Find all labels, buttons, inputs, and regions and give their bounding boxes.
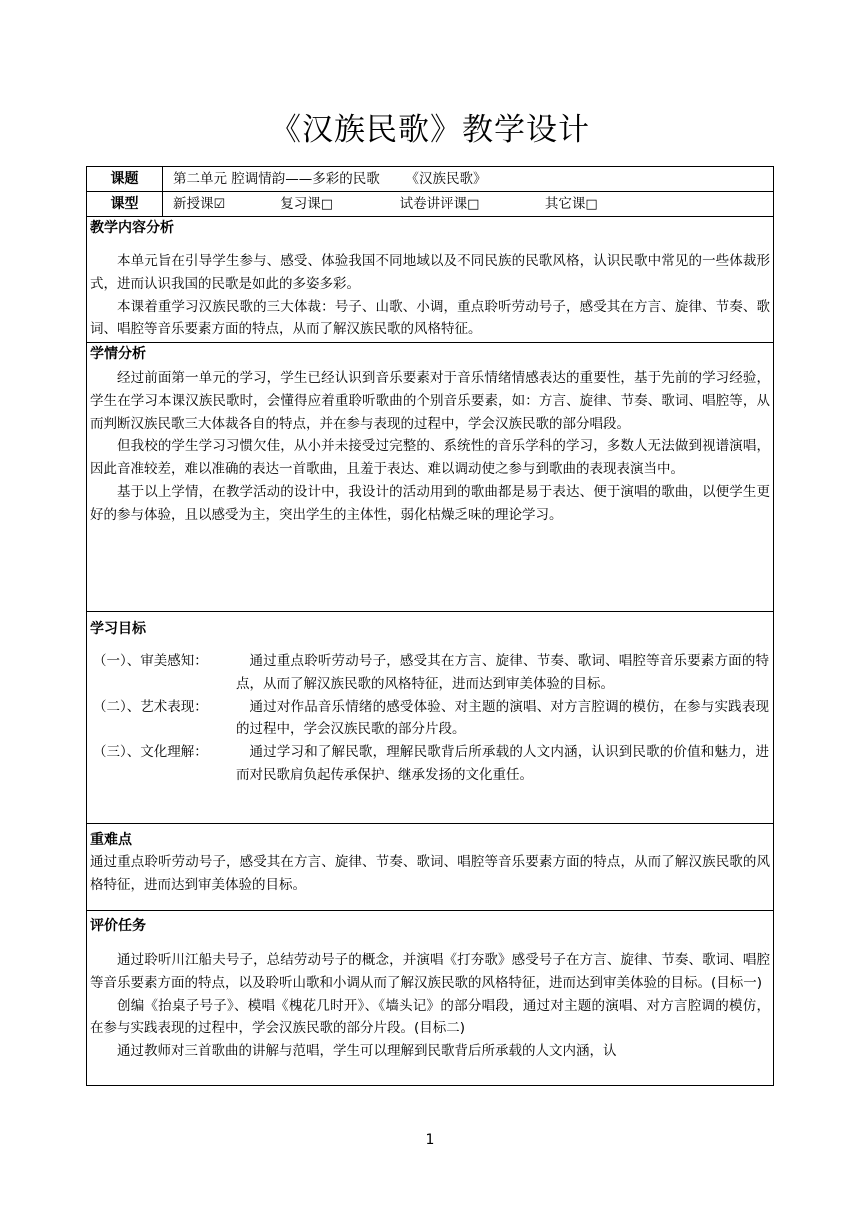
objectives-section: [87, 612, 773, 824]
option-new-lesson[interactable]: 新授课☑: [173, 196, 226, 212]
objective-label: （一）、审美感知：: [93, 653, 208, 669]
topic-row: [87, 167, 773, 192]
student-analysis-paragraph: 经过前面第一单元的学习，学生已经认识到音乐要素对于音乐情绪情感表达的重要性，基于先前的学习经验，学生在学习本课汉族民歌时，会懂得应着重聆听歌曲的个别音乐要素，如：方言、旋律、节奏、歌词、唱腔等，从而判断汉族民歌三大体裁各自的特点，并在参与表现的过程中，学会汉族民歌的部分唱段。: [90, 370, 770, 432]
lesson-type-row: [87, 192, 773, 217]
objective-text: 通过重点聆听劳动号子，感受其在方言、旋律、节奏、歌词、唱腔等音乐要素方面的特点，从而了解汉族民歌的风格特征，进而达到审美体验的目标。: [236, 653, 769, 692]
objective-label: （三）、文化理解：: [93, 744, 208, 761]
evaluation-paragraph: 通过教师对三首歌曲的讲解与范唱，学生可以理解到民歌背后所承载的人文内涵，认: [117, 1043, 617, 1060]
objective-label: （二）、艺术表现：: [93, 698, 208, 715]
objective-text: 通过学习和了解民歌，理解民歌背后所承载的人文内涵，认识到民歌的价值和魅力，进而对民歌肩负起传承保护、继承发扬的文化重任。: [236, 744, 769, 783]
topic-value: 第二单元 腔调情韵——多彩的民歌 《汉族民歌》: [173, 171, 487, 187]
student-analysis-section: [87, 343, 773, 612]
page-number: 1: [425, 1132, 435, 1148]
document-title: 《汉族民歌》教学设计: [270, 112, 590, 148]
evaluation-paragraph: 通过聆听川江船夫号子，总结劳动号子的概念，并演唱《打夯歌》感受号子在方言、旋律、节奏、歌词、唱腔等音乐要素方面的特点，以及聆听山歌和小调从而了解汉族民歌的风格特征，进而达到审美体验的目标。(目标一): [90, 952, 770, 991]
option-review-lesson[interactable]: 复习课□: [280, 196, 334, 212]
evaluation-heading: 评价任务: [90, 918, 146, 934]
content-analysis-section: [87, 217, 773, 343]
checkbox-icon: □: [320, 197, 334, 212]
key-points-heading: 重难点: [90, 832, 132, 848]
objectives-heading: 学习目标: [90, 621, 146, 637]
evaluation-section: [87, 911, 773, 1086]
objective-item: [87, 741, 773, 787]
option-exam-review-lesson[interactable]: 试卷讲评课□: [399, 196, 480, 212]
student-analysis-paragraph: 但我校的学生学习习惯欠佳，从小并未接受过完整的、系统性的音乐学科的学习，多数人无法做到视谱演唱，因此音准较差，难以准确的表达一首歌曲，且羞于表达、难以调动使之参与到歌曲的表现表演当中。: [90, 438, 770, 478]
objective-item: [87, 650, 773, 696]
key-points-section: [87, 824, 773, 911]
lesson-plan-table: [86, 166, 774, 1086]
checked-box-icon: ☑: [213, 197, 226, 212]
lesson-type-label: 课型: [87, 192, 163, 216]
content-analysis-paragraph: 本课着重学习汉族民歌的三大体裁：号子、山歌、小调，重点聆听劳动号子，感受其在方言、旋律、节奏、歌词、唱腔等音乐要素方面的特点，从而了解汉族民歌的风格特征。: [90, 298, 770, 338]
lesson-type-options: [163, 192, 598, 216]
student-analysis-paragraph: 基于以上学情，在教学活动的设计中，我设计的活动用到的歌曲都是易于表达、便于演唱的歌曲，以便学生更好的参与体验，且以感受为主，突出学生的主体性，弱化枯燥乏味的理论学习。: [90, 483, 770, 523]
content-analysis-heading: 教学内容分析: [90, 220, 174, 236]
checkbox-icon: □: [585, 197, 598, 212]
objective-item: [87, 696, 773, 742]
objective-text: 通过对作品音乐情绪的感受体验、对主题的演唱、对方言腔调的模仿，在参与实践表现的过程中，学会汉族民歌的部分片段。: [236, 698, 769, 738]
checkbox-icon: □: [467, 197, 480, 212]
content-analysis-paragraph: 本单元旨在引导学生参与、感受、体验我国不同地域以及不同民族的民歌风格，认识民歌中常见的一些体裁形式，进而认识我国的民歌是如此的多姿多彩。: [90, 253, 770, 292]
student-analysis-heading: 学情分析: [90, 346, 146, 362]
topic-label: 课题: [87, 167, 163, 191]
evaluation-paragraph: 创编《抬桌子号子》、模唱《槐花几时开》、《墙头记》的部分唱段，通过对主题的演唱、对方言腔调的模仿，在参与实践表现的过程中，学会汉族民歌的部分片段。(目标二): [90, 997, 770, 1037]
key-points-text: 通过重点聆听劳动号子，感受其在方言、旋律、节奏、歌词、唱腔等音乐要素方面的特点，从而了解汉族民歌的风格特征，进而达到审美体验的目标。: [90, 854, 770, 893]
option-other-lesson[interactable]: 其它课□: [544, 196, 598, 212]
